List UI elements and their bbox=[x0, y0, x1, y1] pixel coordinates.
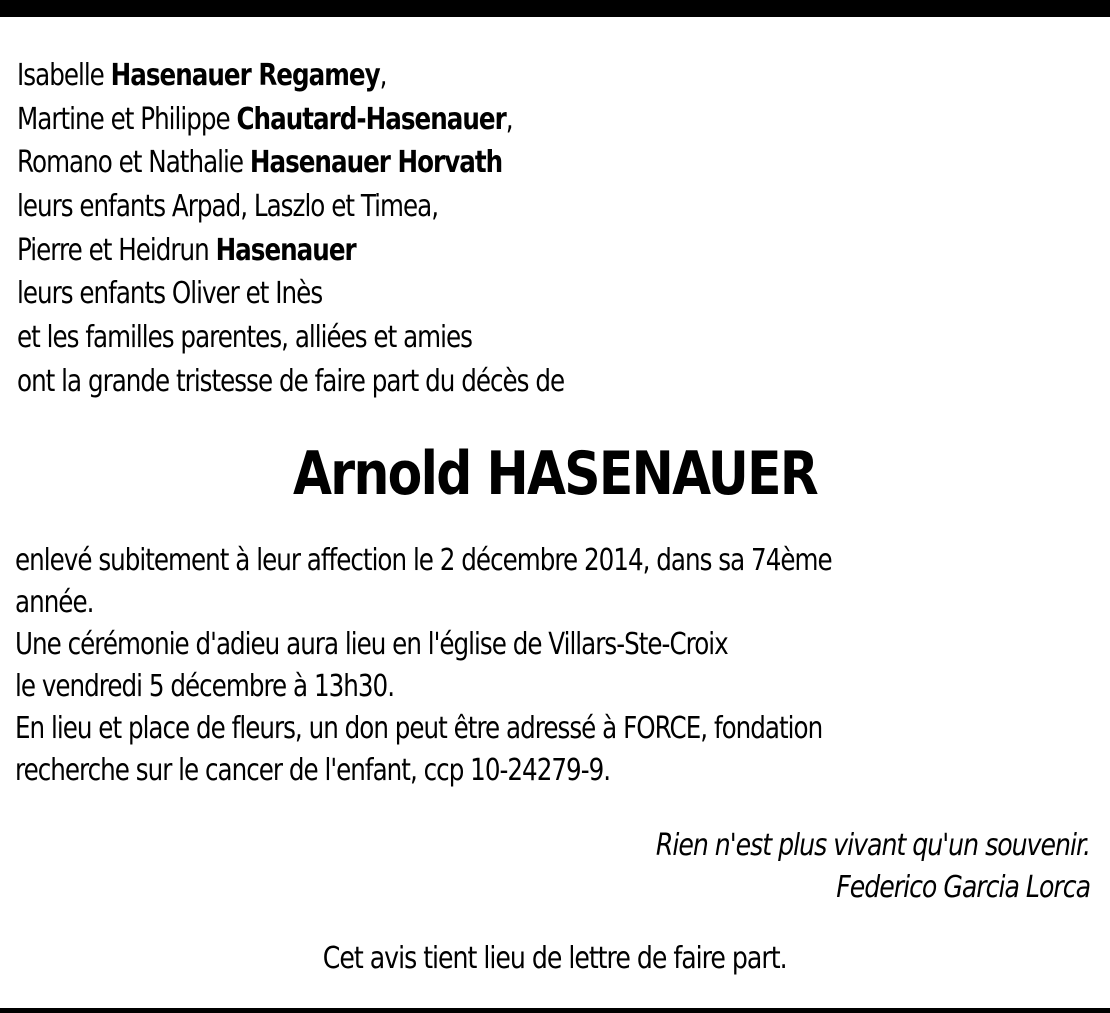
body-line-3: Une cérémonie d'adieu aura lieu en l'église de Villars-Ste-Croix bbox=[15, 627, 728, 662]
deceased-name: Arnold HASENAUER bbox=[292, 439, 818, 509]
family-line-4: leurs enfants Arpad, Laszlo et Timea, bbox=[17, 189, 439, 225]
family-line-5: Pierre et Heidrun Hasenauer bbox=[17, 232, 356, 268]
body-line-2: année. bbox=[15, 585, 94, 620]
body-line-4: le vendredi 5 décembre à 13h30. bbox=[15, 669, 395, 704]
family-line-6: leurs enfants Oliver et Inès bbox=[17, 276, 323, 312]
family-line-2: Martine et Philippe Chautard-Hasenauer, bbox=[17, 101, 513, 137]
body-line-5: En lieu et place de fleurs, un don peut être adressé à FORCE, fondation bbox=[15, 711, 823, 746]
announcement-body bbox=[15, 540, 1081, 792]
quote-text: Rien n'est plus vivant qu'un souvenir. bbox=[655, 828, 1090, 863]
family-line-1: Isabelle Hasenauer Regamey, bbox=[17, 58, 387, 93]
body-line-1: enlevé subitement à leur affection le 2 décembre 2014, dans sa 74ème bbox=[15, 543, 832, 578]
bottom-border-rule bbox=[0, 1008, 1110, 1013]
quote-block bbox=[418, 825, 1090, 909]
family-line-3: Romano et Nathalie Hasenauer Horvath bbox=[17, 145, 503, 181]
family-line-7: et les familles parentes, alliées et amies bbox=[17, 320, 472, 356]
top-border-rule bbox=[0, 0, 1110, 17]
quote-author: Federico Garcia Lorca bbox=[836, 870, 1090, 905]
family-line-8: ont la grande tristesse de faire part du décès de bbox=[17, 363, 565, 399]
family-list bbox=[17, 54, 903, 404]
body-line-6: recherche sur le cancer de l'enfant, ccp 10-24279-9. bbox=[15, 753, 611, 788]
closing-note: Cet avis tient lieu de lettre de faire part. bbox=[322, 941, 787, 976]
